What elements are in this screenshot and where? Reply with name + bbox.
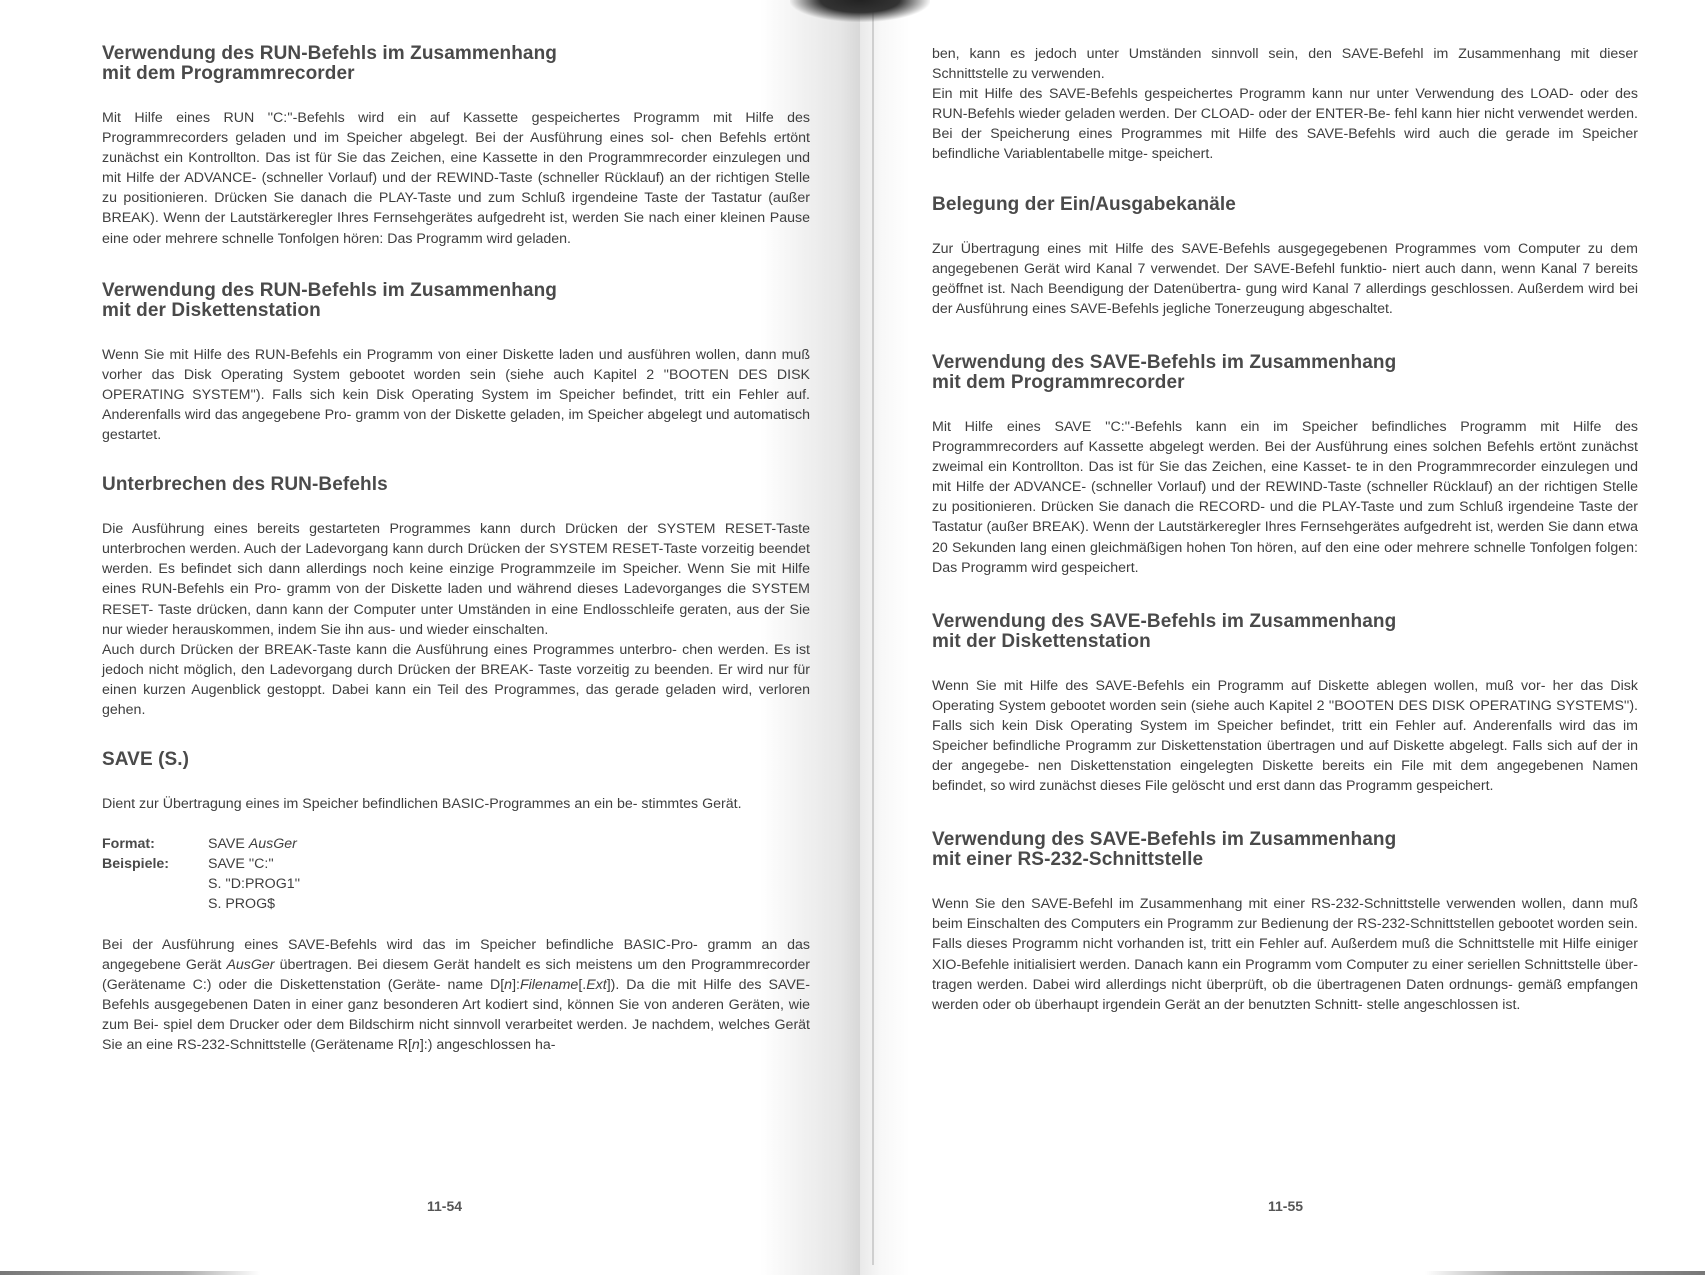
section-body: Bei der Ausführung eines SAVE-Befehls wird das im Speicher befindliche BASIC-Pro- gramm an das angegebene Gerät AusGer übertragen. Bei diesem Gerät handelt es sich meistens um den Programmrecorder (Gerätename C:) oder die Diskettenstation (Geräte- name D[n]:Filename[.Ext]). Da die mit Hilfe des SAVE-Befehls ausgegebenen Daten in einer ganz besonderen Art kodiert sind, können Sie von anderen Geräten, wie zum Bei- spiel dem Drucker oder dem Bildschirm nicht sinnvoll verarbeitet werden. Je nachdem, welches Gerät Sie an eine RS-232-Schnittstelle (Gerätename R[n]:) angeschlossen ha- bbox=[102, 936, 811, 1053]
section-body: Wenn Sie mit Hilfe des SAVE-Befehls ein Programm auf Diskette ablegen wollen, muß vor- her das Disk Operating System gebootet worden sein (siehe auch Kapitel 2 ''BOOTEN DES DISK OPERATING SYSTEMS''). Falls sich kein Disk Operating System im Speicher befindet, tritt ein Fehler auf. Anderenfalls wird das im Speicher befindliche Programm zur Diskettenstation übertragen und auf Diskette abgelegt. Falls sich auf der in der angegebe- nen Diskettenstation eingelegten Diskette bereits ein File mit dem angegebenen Namen befindet, so wird zunächst dieses File gelöscht und erst dann das Programm gespeichert. bbox=[932, 677, 1638, 795]
section-heading: Unterbrechen des RUN-Befehls bbox=[102, 474, 388, 496]
page-number-right: 11-55 bbox=[1268, 1198, 1304, 1214]
section-body: Die Ausführung eines bereits gestarteten Programmes kann durch Drücken der SYSTEM RESET-Taste unterbrochen werden. Auch der Ladevorgang kann durch Drücken der SYSTEM RESET-Taste vorzeitig beendet werden. Es befindet sich dann allerdings noch keine einzige Programmzeile im Speicher. Wenn Sie mit Hilfe eines RUN-Befehls ein Pro- gramm von der Diskette laden und während dieses Ladevorganges die SYSTEM RESET- Taste drücken, dann kann der Computer unter Umständen in eine Endlosschleife geraten, aus der Sie nur wieder herauskommen, indem Sie ihn aus- und wieder einschalten. bbox=[102, 521, 810, 638]
book-spine bbox=[872, 10, 874, 1265]
examples-row bbox=[102, 854, 810, 914]
section-save bbox=[102, 750, 810, 1055]
continuation-text: ben, kann es jedoch unter Umständen sinnvoll sein, den SAVE-Befehl im Zusammenhang mit dieser Schnittstelle zu verwenden. bbox=[932, 46, 1638, 83]
section-body: Zur Übertragung eines mit Hilfe des SAVE-Befehls ausgegegebenen Programmes vom Computer zu dem angegebenen Gerät wird Kanal 7 verwendet. Der SAVE-Befehl funktio- niert auch dann, wenn Kanal 7 bereits geöffnet ist. Nach Beendigung der Datenübertra- gung wird Kanal 7 allerdings geschlossen. Außerdem wird bei der Ausführung eines SAVE-Befehls jegliche Tonerzeugung abgeschaltet. bbox=[932, 240, 1638, 317]
format-label: Format: bbox=[102, 836, 155, 853]
section-heading: Verwendung des SAVE-Befehls im Zusammenhang mit der Diskettenstation bbox=[932, 610, 1397, 652]
section-heading: SAVE (S.) bbox=[102, 749, 190, 771]
section-save-rs232 bbox=[932, 830, 1638, 1015]
right-page-content bbox=[932, 44, 1638, 1015]
section-intro: Dient zur Übertragung eines im Speicher befindlichen BASIC-Programmes an ein be- stimmtes Gerät. bbox=[102, 796, 742, 813]
section-run-diskettenstation bbox=[102, 281, 810, 445]
section-run-programmrecorder bbox=[102, 44, 810, 249]
section-unterbrechen-run bbox=[102, 475, 810, 720]
section-body: Mit Hilfe eines RUN ''C:''-Befehls wird ein auf Kassette gespeichertes Programm mit Hilfe des Programmrecorders geladen und im Speicher abgelegt. Bei der Ausführung eines sol- chen Befehls ertönt zunächst ein Kontrollton. Das ist für Sie das Zeichen, eine Kassette in den Programmrecorder einzulegen und mit Hilfe der ADVANCE- (schneller Vorlauf) und der REWIND-Taste (schneller Rücklauf) an der richtigen Stelle zu positionieren. Drücken Sie danach die PLAY-Taste und zum Schluß irgendeine Taste der Tastatur (außer BREAK). Wenn der Lautstärkeregler Ihres Fernsehgerätes aufgedreht ist, werden Sie nach einer kleinen Pause eine oder mehrere schnelle Tonfolgen hören: Das Programm wird geladen. bbox=[102, 110, 810, 247]
section-heading: Verwendung des RUN-Befehls im Zusammenhang mit dem Programmrecorder bbox=[102, 43, 558, 84]
examples-label: Beispiele: bbox=[102, 856, 170, 873]
section-body: Mit Hilfe eines SAVE ''C:''-Befehls kann ein im Speicher befindliches Programm mit Hilfe des Programmrecorders auf Kassette abgelegt werden. Bei der Ausführung eines solchen Befehls ertönt zunächst zweimal ein Kontrollton. Das ist für Sie das Zeichen, eine Kasset- te in den Programmrecorder einzulegen und mit Hilfe der ADVANCE- (schneller Vorlauf) und der REWIND-Taste (schneller Rücklauf) an der richtigen Stelle zu positionieren. Drücken Sie danach die RECORD- und die PLAY-Taste und zum Schluß irgendeine Taste der Tastatur (außer BREAK). Wenn der Lautstärkeregler Ihres Fernsehgerätes aufgedreht ist, werden Sie dann etwa 20 Sekunden lang einen gleichmäßigen hohen Ton hören, auf den eine oder mehrere schnelle Tonfolgen folgen: Das Programm wird gespeichert. bbox=[932, 418, 1638, 576]
example-item: S. ''D:PROG1'' bbox=[208, 876, 301, 893]
page-edge-shadow-right bbox=[1425, 1271, 1705, 1275]
section-save-programmrecorder bbox=[932, 353, 1638, 578]
section-heading: Verwendung des SAVE-Befehls im Zusammenhang mit einer RS-232-Schnittstelle bbox=[932, 829, 1397, 871]
page-edge-shadow-left bbox=[0, 1271, 260, 1275]
format-row bbox=[102, 834, 810, 854]
example-item: SAVE ''C:'' bbox=[208, 856, 274, 873]
continuation-text: Ein mit Hilfe des SAVE-Befehls gespeichertes Programm kann nur unter Verwendung des LOAD- oder des RUN-Befehls wieder geladen werden. Der CLOAD- oder der ENTER-Be- fehl kann hier nicht verwendet werden. Bei der Speicherung eines Programmes mit Hilfe des SAVE-Befehls wird auch die gerade im Speicher befindliche Variablentabelle mitge- speichert. bbox=[932, 86, 1638, 163]
section-body: Wenn Sie den SAVE-Befehl im Zusammenhang mit einer RS-232-Schnittstelle verwenden wollen, dann muß beim Einschalten des Computers ein Programm zur Bedienung der RS-232-Schnittstellen gebootet worden sein. Falls dieses Programm nicht vorhanden ist, tritt ein Fehler auf. Außerdem muß die Schnittstelle mit Hilfe einiger XIO-Befehle initialisiert werden. Danach kann ein Programm vom Computer zu einer seriellen Schnittstelle über- tragen werden. Dabei wird allerdings nicht überprüft, ob die übertragenen Daten ordnungs- gemäß empfangen werden oder ob überhaupt irgendein Gerät an der benutzten Schnitt- stelle angeschlossen ist. bbox=[932, 896, 1638, 1013]
format-block bbox=[102, 834, 810, 914]
section-body: Wenn Sie mit Hilfe des RUN-Befehls ein Programm von einer Diskette laden und ausführen wollen, dann muß vorher das Disk Operating System gebootet worden sein (siehe auch Kapitel 2 ''BOOTEN DES DISK OPERATING SYSTEM''). Falls sich kein Disk Operating System im Speicher befindet, tritt ein Fehler auf. Anderenfalls wird das angegebene Pro- gramm von der Diskette geladen, im Speicher abgelegt und automatisch gestartet. bbox=[102, 346, 810, 444]
example-item: S. PROG$ bbox=[208, 896, 276, 913]
page-number-left: 11-54 bbox=[427, 1198, 463, 1214]
format-syntax: SAVE AusGer bbox=[208, 836, 297, 853]
section-heading: Verwendung des RUN-Befehls im Zusammenhang mit der Diskettenstation bbox=[102, 279, 558, 321]
spine-top-shadow bbox=[790, 0, 930, 22]
section-body: Auch durch Drücken der BREAK-Taste kann die Ausführung eines Programmes unterbro- chen werden. Es ist jedoch nicht möglich, den Ladevorgang durch Drücken der BREAK- Taste vorzeitig zu beenden. Er wird nur für einen kurzen Augenblick gestoppt. Dabei kann ein Teil des Programmes, das gerade geladen wird, verloren gehen. bbox=[102, 641, 810, 718]
example-list bbox=[208, 854, 300, 914]
section-heading: Belegung der Ein/Ausgabekanäle bbox=[932, 193, 1236, 215]
section-ein-ausgabekanaele bbox=[932, 195, 1638, 319]
section-save-diskettenstation bbox=[932, 612, 1638, 797]
section-heading: Verwendung des SAVE-Befehls im Zusammenhang mit dem Programmrecorder bbox=[932, 351, 1397, 393]
left-page-content bbox=[102, 44, 810, 1055]
